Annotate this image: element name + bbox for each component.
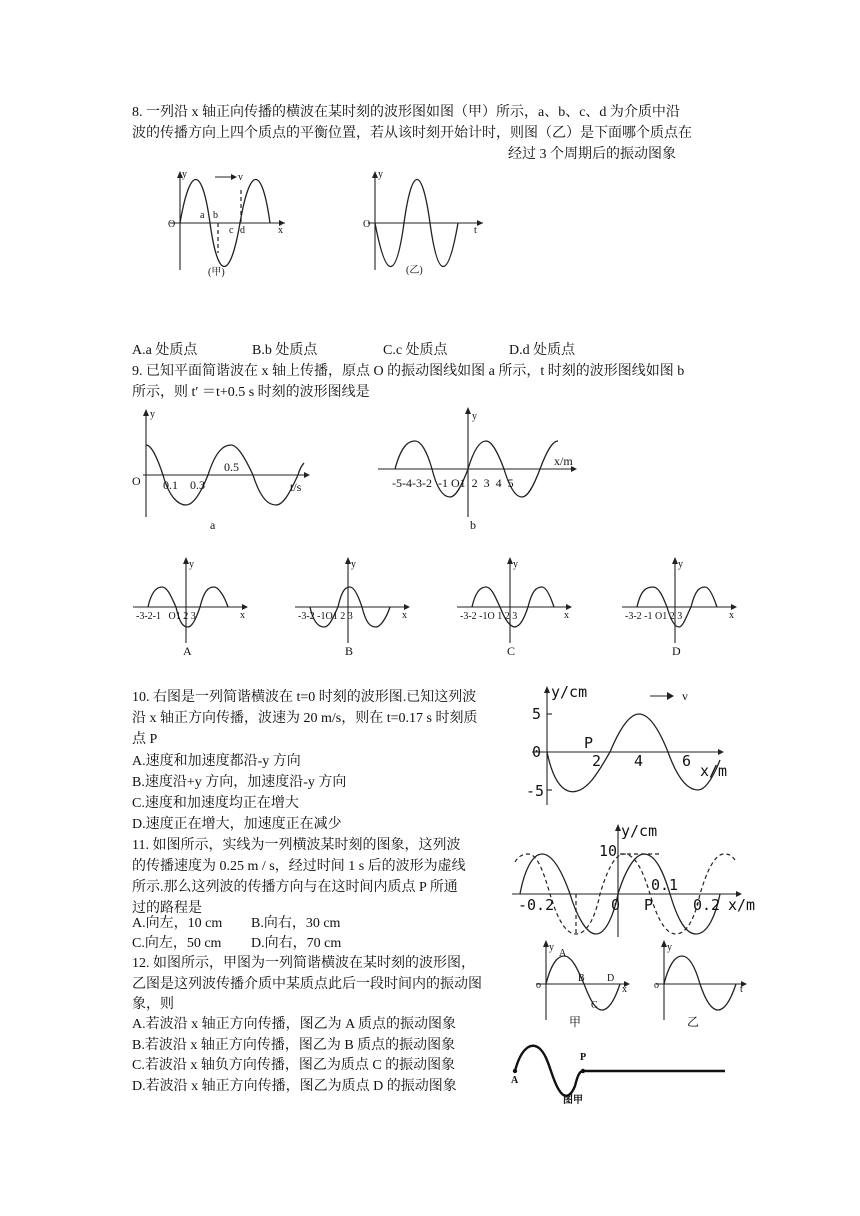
- q9a-tick-05: 0.5: [224, 460, 239, 474]
- q9-choice-a-x: x: [240, 610, 245, 621]
- q11-figure: [510, 822, 755, 940]
- q9-choice-d-figure: [617, 555, 747, 660]
- q8-jia-d: d: [240, 225, 245, 236]
- q11-tick-01: 0.1: [651, 876, 679, 894]
- q10-origin: 0: [532, 743, 542, 761]
- q11-x-label: x/m: [728, 896, 755, 914]
- q8-option-b: B.b 处质点: [252, 343, 318, 358]
- q10-tick-6: 6: [682, 752, 692, 770]
- q12-jia-x: x: [622, 984, 627, 995]
- q8-jia-a: a: [200, 210, 205, 221]
- q12-option-a: A.若波沿 x 轴正方向传播，图乙为 A 质点的振动图象: [132, 1017, 456, 1032]
- q9-choice-b-x: x: [402, 610, 407, 621]
- q9-choice-b-caption: B: [345, 644, 354, 658]
- q9-choice-d-y: y: [678, 559, 683, 570]
- q11-y-label: y/cm: [621, 822, 658, 840]
- q10-figure: [522, 680, 737, 810]
- q11-option-d: D.向右，70 cm: [251, 936, 342, 951]
- q9-choice-a-y: y: [189, 559, 194, 570]
- q11-text-line1: 11. 如图所示，实线为一列横波某时刻的图象，这列波: [132, 838, 461, 853]
- q12-jia-point-d: D: [607, 973, 615, 984]
- q10-tick-neg5: -5: [526, 782, 545, 800]
- q10-option-b: B.速度沿+y 方向，加速度沿-y 方向: [132, 775, 347, 790]
- q8-jia-y-label: y: [182, 169, 187, 180]
- q12-text-line3: 象，则: [132, 997, 174, 1012]
- q12-jia-point-b: B: [578, 973, 585, 984]
- q8-jia-caption: (甲): [208, 267, 225, 278]
- q12-text-line2: 乙图是这列波传播介质中某质点此后一段时间内的振动图: [132, 977, 482, 992]
- q11-tick-neg02: -0.2: [518, 896, 555, 914]
- q12-option-c: C.若波沿 x 轴负方向传播，图乙为质点 C 的振动图象: [132, 1058, 456, 1073]
- q9-choice-a-figure: [128, 555, 258, 660]
- q11-text-line2: 的传播速度为 0.25 m / s，经过时间 1 s 后的波形为虚线: [132, 859, 466, 874]
- q11-text-line4: 过的路程是: [132, 901, 202, 916]
- q10-x-label: x/m: [700, 762, 728, 780]
- q8-jia-b: b: [213, 210, 218, 221]
- q12-yi-caption: 乙: [687, 1015, 700, 1029]
- q10-tick-5: 5: [532, 705, 542, 723]
- q10-tick-2: 2: [592, 752, 602, 770]
- q9-figure-b: [370, 405, 585, 535]
- q8-text-line1: 8. 一列沿 x 轴正向传播的横波在某时刻的波形图如图（甲）所示，a、b、c、d 为介质中沿: [132, 105, 680, 120]
- q10-option-d: D.速度正在增大，加速度正在减少: [132, 817, 342, 832]
- q8-option-d: D.d 处质点: [509, 343, 576, 358]
- q11-point-p: P: [644, 896, 654, 914]
- q12-jia-y: y: [549, 942, 554, 953]
- q8-yi-y-label: y: [378, 169, 383, 180]
- q11-text-line3: 所示.那么这列波的传播方向与在这时间内质点 P 所通: [132, 880, 458, 895]
- q10-text-line3: 点 P: [132, 732, 158, 747]
- q9-choice-c-ticks: -3-2 -1O 1 2 3: [460, 611, 518, 622]
- q11-option-b: B.向右，30 cm: [251, 916, 341, 931]
- q9b-ticks: -5-4-3-2 -1 O1 2 3 4 5: [392, 476, 514, 490]
- q12-jia-origin: o: [536, 980, 541, 991]
- q12-text-line1: 12. 如图所示，甲图为一列简谐横波在某时刻的波形图，: [132, 956, 475, 971]
- q11-origin: 0: [611, 896, 621, 914]
- q9b-x-label: x/m: [554, 454, 573, 468]
- q12-jia-point-a: A: [559, 948, 567, 959]
- q9a-tick-03: 0.3: [190, 478, 205, 492]
- q9b-y-label: y: [472, 411, 477, 422]
- q8-text-line3: 经过 3 个周期后的振动图象: [508, 147, 676, 162]
- q9-choice-c-y: y: [513, 559, 518, 570]
- q8-option-a: A.a 处质点: [132, 343, 198, 358]
- q12-figure-yi: [650, 938, 755, 1033]
- q8-figure-jia: [160, 165, 295, 280]
- q10-text-line2: 沿 x 轴正方向传播，波速为 20 m/s，则在 t=0.17 s 时刻质: [132, 711, 478, 726]
- q9a-y-label: y: [150, 409, 155, 420]
- q12-option-b: B.若波沿 x 轴正方向传播，图乙为 B 质点的振动图象: [132, 1038, 456, 1053]
- q9-choice-b-y: y: [351, 559, 356, 570]
- q8-jia-origin: O: [168, 219, 176, 230]
- q9a-caption: a: [210, 518, 216, 532]
- q8-option-c: C.c 处质点: [383, 343, 448, 358]
- q9-choice-d-x: x: [729, 610, 734, 621]
- q10-option-a: A.速度和加速度都沿-y 方向: [132, 754, 301, 769]
- q9a-tick-01: 0.1: [163, 478, 178, 492]
- q9-choice-b-figure: [290, 555, 420, 660]
- q9-choice-b-ticks: -3-2 -1O1 2 3: [298, 611, 353, 622]
- q10-tick-4: 4: [634, 752, 644, 770]
- q10-text-line1: 10. 右图是一列简谐横波在 t=0 时刻的波形图.已知这列波: [132, 690, 477, 705]
- q9-choice-c-x: x: [564, 610, 569, 621]
- q10-option-c: C.速度和加速度均正在增大: [132, 796, 299, 811]
- q8-jia-v-label: v: [238, 172, 243, 183]
- q11-tick-02: 0.2: [693, 896, 721, 914]
- q8-yi-caption: (乙): [406, 265, 423, 276]
- q9-choice-c-caption: C: [507, 644, 516, 658]
- q9-text-line1: 9. 已知平面简谐波在 x 轴上传播，原点 O 的振动图线如图 a 所示，t 时刻的波形图线如图 b: [132, 364, 685, 379]
- q11-tick-10: 10: [599, 842, 618, 860]
- q8-figure-yi: [358, 165, 488, 280]
- q9-choice-d-caption: D: [672, 644, 681, 658]
- q9a-origin: O: [132, 474, 141, 488]
- q12-rope-point-a: A: [511, 1075, 519, 1086]
- q8-yi-t-label: t: [474, 225, 477, 236]
- q12-yi-y: y: [667, 942, 672, 953]
- q8-yi-origin: O: [363, 219, 371, 230]
- q10-v-label: v: [682, 689, 688, 703]
- q12-option-d: D.若波沿 x 轴正方向传播，图乙为质点 D 的振动图象: [132, 1079, 457, 1094]
- q8-jia-c: c: [229, 225, 234, 236]
- q9-choice-a-ticks: -3-2-1 O1 2 3: [136, 611, 196, 622]
- q9-figure-a: [128, 405, 318, 535]
- q9-choice-a-caption: A: [183, 644, 192, 658]
- q8-text-line2: 波的传播方向上四个质点的平衡位置，若从该时刻开始计时，则图（乙）是下面哪个质点在: [132, 126, 692, 141]
- q9a-t-label: t/s: [290, 480, 302, 494]
- q12-jia-point-c: C: [591, 1000, 598, 1011]
- q10-point-p: P: [584, 734, 594, 752]
- q8-jia-x-label: x: [278, 225, 283, 236]
- q12-yi-t: t: [740, 984, 743, 995]
- q9-choice-d-ticks: -3-2 -1 O1 2 3: [625, 611, 683, 622]
- q12-yi-origin: o: [654, 980, 659, 991]
- q12-jia-caption: 甲: [569, 1015, 582, 1029]
- q12-rope-caption: 图甲: [563, 1095, 583, 1106]
- q12-figure-rope: [505, 1038, 735, 1108]
- q9b-caption: b: [470, 518, 476, 532]
- q11-option-c: C.向左，50 cm: [132, 936, 222, 951]
- q9-choice-c-figure: [452, 555, 582, 660]
- q12-figure-jia: [528, 938, 638, 1033]
- q9-text-line2: 所示，则 t′ ＝t+0.5 s 时刻的波形图线是: [132, 385, 370, 400]
- q10-y-label: y/cm: [551, 683, 588, 701]
- q12-rope-point-p: P: [580, 1052, 587, 1063]
- q11-option-a: A.向左，10 cm: [132, 916, 223, 931]
